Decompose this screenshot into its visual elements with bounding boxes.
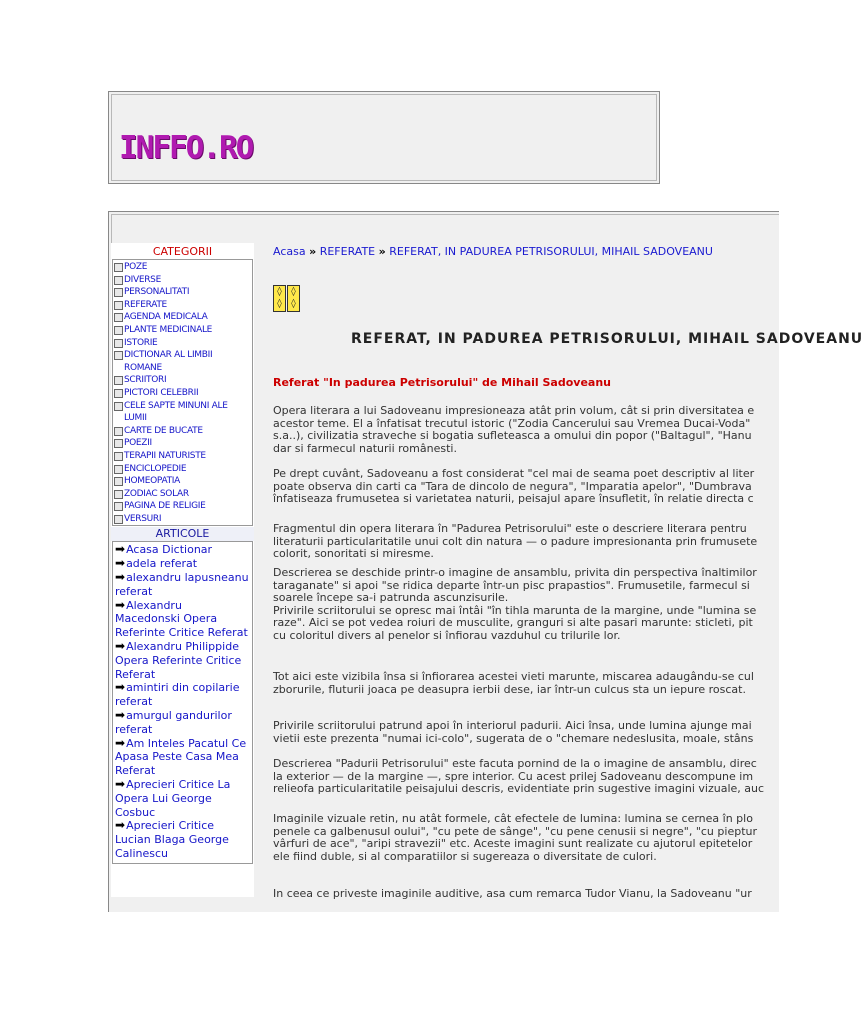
category-label: ENCICLOPEDIE xyxy=(124,463,187,474)
category-bullet-icon xyxy=(114,427,123,436)
article-title: REFERAT, IN PADUREA PETRISORULUI, MIHAIL SADOVEANU xyxy=(351,331,863,347)
category-bullet-icon xyxy=(114,389,123,398)
paragraph-line: taraganate" si apoi "se ridica departe într-un pisc prapastios". Frumusetile, farmecul si xyxy=(273,578,750,592)
paragraph-line: Privirile scriitorului se opresc mai întâi "în tihla marunta de la margine, unde "lumina se xyxy=(273,603,757,617)
category-link[interactable] xyxy=(114,349,252,374)
article-paragraph xyxy=(273,523,833,561)
category-link[interactable] xyxy=(114,299,252,312)
category-label: CARTE DE BUCATE xyxy=(124,425,203,436)
article-link[interactable] xyxy=(115,543,250,557)
article-link-label: amurgul gandurilor referat xyxy=(115,709,232,736)
article-link[interactable] xyxy=(115,778,250,819)
category-label: PAGINA DE RELIGIE xyxy=(124,501,206,512)
article-link[interactable] xyxy=(115,599,250,640)
breadcrumb-section-link[interactable]: REFERATE xyxy=(319,245,376,258)
paragraph-line: acestor teme. El a înfatisat trecutul istoric ("Zodia Cancerului sau Vremea Ducai-Voda" xyxy=(273,416,751,430)
category-label: DICTIONAR AL LIMBII ROMANE xyxy=(124,350,213,373)
article-content xyxy=(273,243,863,903)
category-link[interactable] xyxy=(114,274,252,287)
paragraph-line: literaturii particularitatile unui colt din natura — o padure impresionanta prin frumusete xyxy=(273,534,758,548)
paragraph-line: poate observa din carti ca "Tara de dincolo de negura", "Imparatia apelor", "Dumbrava xyxy=(273,479,752,493)
arrow-right-icon: ➡ xyxy=(115,639,126,654)
arrow-right-icon: ➡ xyxy=(115,708,126,723)
paragraph-line: Privirile scriitorului patrund apoi în interiorul padurii. Aici însa, unde lumina ajunge mai xyxy=(273,719,752,732)
category-bullet-icon xyxy=(114,402,123,411)
paragraph-line: zborurile, fluturii joaca pe deasupra ierbii dese, iar într-un culcus sta un iepure roscat. xyxy=(273,682,746,696)
category-bullet-icon xyxy=(114,452,123,461)
article-paragraph xyxy=(273,758,833,796)
article-paragraph xyxy=(273,671,833,696)
paragraph-line: ele fiind duble, si al comparatiilor si sugereaza o diversitate de culori. xyxy=(273,849,657,863)
category-label: ISTORIE xyxy=(124,337,158,348)
category-bullet-icon xyxy=(114,439,123,448)
article-link-label: Alexandru Macedonski Opera Referinte Critice Referat xyxy=(115,598,248,640)
category-link[interactable] xyxy=(114,286,252,299)
category-link[interactable] xyxy=(114,337,252,350)
category-bullet-icon xyxy=(114,288,123,297)
paragraph-line: Pe drept cuvânt, Sadoveanu a fost considerat "cel mai de seama poet descriptiv al liter xyxy=(273,467,755,480)
article-link-label: Aprecieri Critice La Opera Lui George Cosbuc xyxy=(115,778,231,819)
breadcrumb-separator: » xyxy=(309,245,317,258)
category-bullet-icon xyxy=(114,477,123,486)
paragraph-line: dar si farmecul naturii românesti. xyxy=(273,441,457,455)
category-bullet-icon xyxy=(114,502,123,511)
category-bullet-icon xyxy=(114,263,123,272)
article-link[interactable] xyxy=(115,571,250,599)
category-bullet-icon xyxy=(114,376,123,385)
paragraph-line: Fragmentul din opera literara în "Padurea Petrisorului" este o descriere literara pentru xyxy=(273,522,747,535)
article-link-label: Am Inteles Pacatul Ce Apasa Peste Casa Mea Referat xyxy=(115,736,247,778)
category-label: TERAPII NATURISTE xyxy=(124,450,206,461)
article-link[interactable] xyxy=(115,709,250,737)
category-link[interactable] xyxy=(114,463,252,476)
article-link-label: adela referat xyxy=(126,557,198,571)
category-label: VERSURI xyxy=(124,513,162,524)
category-link[interactable] xyxy=(114,311,252,324)
category-label: POEZII xyxy=(124,438,152,449)
article-link-label: alexandru lapusneanu referat xyxy=(115,571,249,598)
category-link[interactable] xyxy=(114,475,252,488)
paragraph-line: relieofa particularitatile peisajului descris, evidentiate prin sugestive imagini vizuale, auc xyxy=(273,782,765,796)
site-header xyxy=(108,91,660,184)
categories-list xyxy=(112,259,253,526)
paragraph-line: soarele începe sa-i patrunda ascunzisurile. xyxy=(273,591,509,605)
paragraph-line: înfatiseaza frumusetea si varietatea naturii, peisajul apare însufletit, în relatie directa c xyxy=(273,492,754,506)
category-link[interactable] xyxy=(114,450,252,463)
article-link[interactable] xyxy=(115,557,250,571)
site-logo[interactable]: INFFO.RO xyxy=(119,130,253,166)
paragraph-line: Tot aici este vizibila însa si înfiorarea acestei vieti marunte, miscarea adaugându-se cul xyxy=(273,670,754,683)
category-bullet-icon xyxy=(114,301,123,310)
category-label: PICTORI CELEBRII xyxy=(124,387,199,398)
category-link[interactable] xyxy=(114,425,252,438)
paragraph-line: Imaginile vizuale retin, nu atât formele, cât efectele de lumina: lumina se cernea în plo xyxy=(273,812,753,825)
category-label: AGENDA MEDICALA xyxy=(124,312,208,323)
decorative-icons xyxy=(273,285,301,312)
category-label: CELE SAPTE MINUNI ALE LUMII xyxy=(124,400,228,424)
paragraph-line: la exterior — de la margine —, spre interior. Cu acest prilej Sadoveanu descompune im xyxy=(273,769,754,783)
article-subtitle: Referat "In padurea Petrisorului" de Mihail Sadoveanu xyxy=(273,376,612,389)
category-link[interactable] xyxy=(114,387,252,400)
category-label: PERSONALITATI xyxy=(124,287,190,298)
article-link-label: Acasa Dictionar xyxy=(126,543,213,557)
category-link[interactable] xyxy=(114,500,252,513)
category-link[interactable] xyxy=(114,437,252,450)
arrow-right-icon: ➡ xyxy=(115,680,126,695)
article-paragraph xyxy=(273,567,833,643)
arrow-right-icon: ➡ xyxy=(115,777,126,792)
article-link[interactable] xyxy=(115,737,250,778)
breadcrumb-separator: » xyxy=(378,245,386,258)
ornament-icon: ◊ ◊ xyxy=(287,285,300,312)
paragraph-line: colorit, sonoritati si miresme. xyxy=(273,547,434,561)
paragraph-line: vietii este prezenta "numai ici-colo", sugerata de o "chemare nedeslusita, moale, stâns xyxy=(273,731,754,745)
breadcrumb-current-link[interactable]: REFERAT, IN PADUREA PETRISORULUI, MIHAIL SADOVEANU xyxy=(389,245,713,258)
category-bullet-icon xyxy=(114,276,123,285)
paragraph-line: vârfuri de ace", "aripi stravezii" etc. Aceste imagini sunt realizate cu ajutorul epitetelor xyxy=(273,837,753,851)
category-label: PLANTE MEDICINALE xyxy=(124,324,213,335)
articles-title: ARTICOLE xyxy=(111,527,254,541)
articles-list xyxy=(112,541,253,863)
category-label: REFERATE xyxy=(124,299,167,310)
category-bullet-icon xyxy=(114,465,123,474)
article-paragraph xyxy=(273,720,833,745)
breadcrumb-home-link[interactable]: Acasa xyxy=(273,245,306,258)
category-label: POZE xyxy=(124,262,148,272)
arrow-right-icon: ➡ xyxy=(115,818,126,833)
category-bullet-icon xyxy=(114,313,123,322)
main-frame xyxy=(108,211,863,912)
article-link-label: Aprecieri Critice Lucian Blaga George Calinescu xyxy=(115,819,229,860)
paragraph-line: penele ca galbenusul oului", "cu pete de sânge", "cu pene cenusii si negre", "cu pieptur xyxy=(273,824,757,838)
category-label: DIVERSE xyxy=(124,274,161,285)
category-label: SCRIITORI xyxy=(124,375,167,386)
arrow-right-icon: ➡ xyxy=(115,570,126,585)
paragraph-line: In ceea ce priveste imaginile auditive, asa cum remarca Tudor Vianu, la Sadoveanu "ur xyxy=(273,887,752,900)
category-label: ZODIAC SOLAR xyxy=(124,488,189,499)
category-link[interactable] xyxy=(114,513,252,526)
category-label: HOMEOPATIA xyxy=(124,476,181,487)
article-link[interactable] xyxy=(115,819,250,860)
paragraph-line: Descrierea "Padurii Petrisorului" este facuta pornind de la o imagine de ansamblu, direc xyxy=(273,757,757,770)
main-frame-border xyxy=(111,214,779,243)
article-link-label: amintiri din copilarie referat xyxy=(115,681,240,709)
category-link[interactable] xyxy=(114,400,252,425)
category-link[interactable] xyxy=(114,374,252,387)
category-bullet-icon xyxy=(114,339,123,348)
article-paragraph xyxy=(273,888,833,901)
article-paragraph xyxy=(273,405,833,455)
paragraph-line: Descrierea se deschide printr-o imagine de ansamblu, privita din perspectiva înaltimilor xyxy=(273,566,757,579)
arrow-right-icon: ➡ xyxy=(115,556,126,571)
category-bullet-icon xyxy=(114,515,123,524)
paragraph-line: cu coloritul divers al penelor si înfiorau vazduhul cu trilurile lor. xyxy=(273,628,621,642)
category-bullet-icon xyxy=(114,326,123,335)
categories-title: CATEGORII xyxy=(111,245,254,259)
article-link-label: Alexandru Philippide Opera Referinte Critice Referat xyxy=(115,640,242,681)
arrow-right-icon: ➡ xyxy=(115,597,126,612)
article-link[interactable] xyxy=(115,640,250,681)
article-link[interactable] xyxy=(115,681,250,709)
sidebar xyxy=(111,243,254,897)
paragraph-line: Opera literara a lui Sadoveanu impresioneaza atât prin volum, cât si prin diversitatea e xyxy=(273,404,755,417)
paragraph-line: raze". Aici se pot vedea roiuri de musculite, granguri si alte pasari marunte: sticleti, pit xyxy=(273,616,753,630)
arrow-right-icon: ➡ xyxy=(115,542,126,557)
paragraph-line: s.a..), civilizatia straveche si bogatia sufleteasca a omului din popor ("Baltagul", "Hanu xyxy=(273,429,752,443)
ornament-icon: ◊ ◊ xyxy=(273,285,286,312)
category-bullet-icon xyxy=(114,490,123,499)
article-paragraph xyxy=(273,468,833,506)
article-paragraph xyxy=(273,813,833,863)
arrow-right-icon: ➡ xyxy=(115,735,126,750)
category-link[interactable] xyxy=(114,488,252,501)
breadcrumb xyxy=(273,245,713,258)
category-link[interactable] xyxy=(114,324,252,337)
category-bullet-icon xyxy=(114,351,123,360)
category-link[interactable] xyxy=(114,261,252,274)
